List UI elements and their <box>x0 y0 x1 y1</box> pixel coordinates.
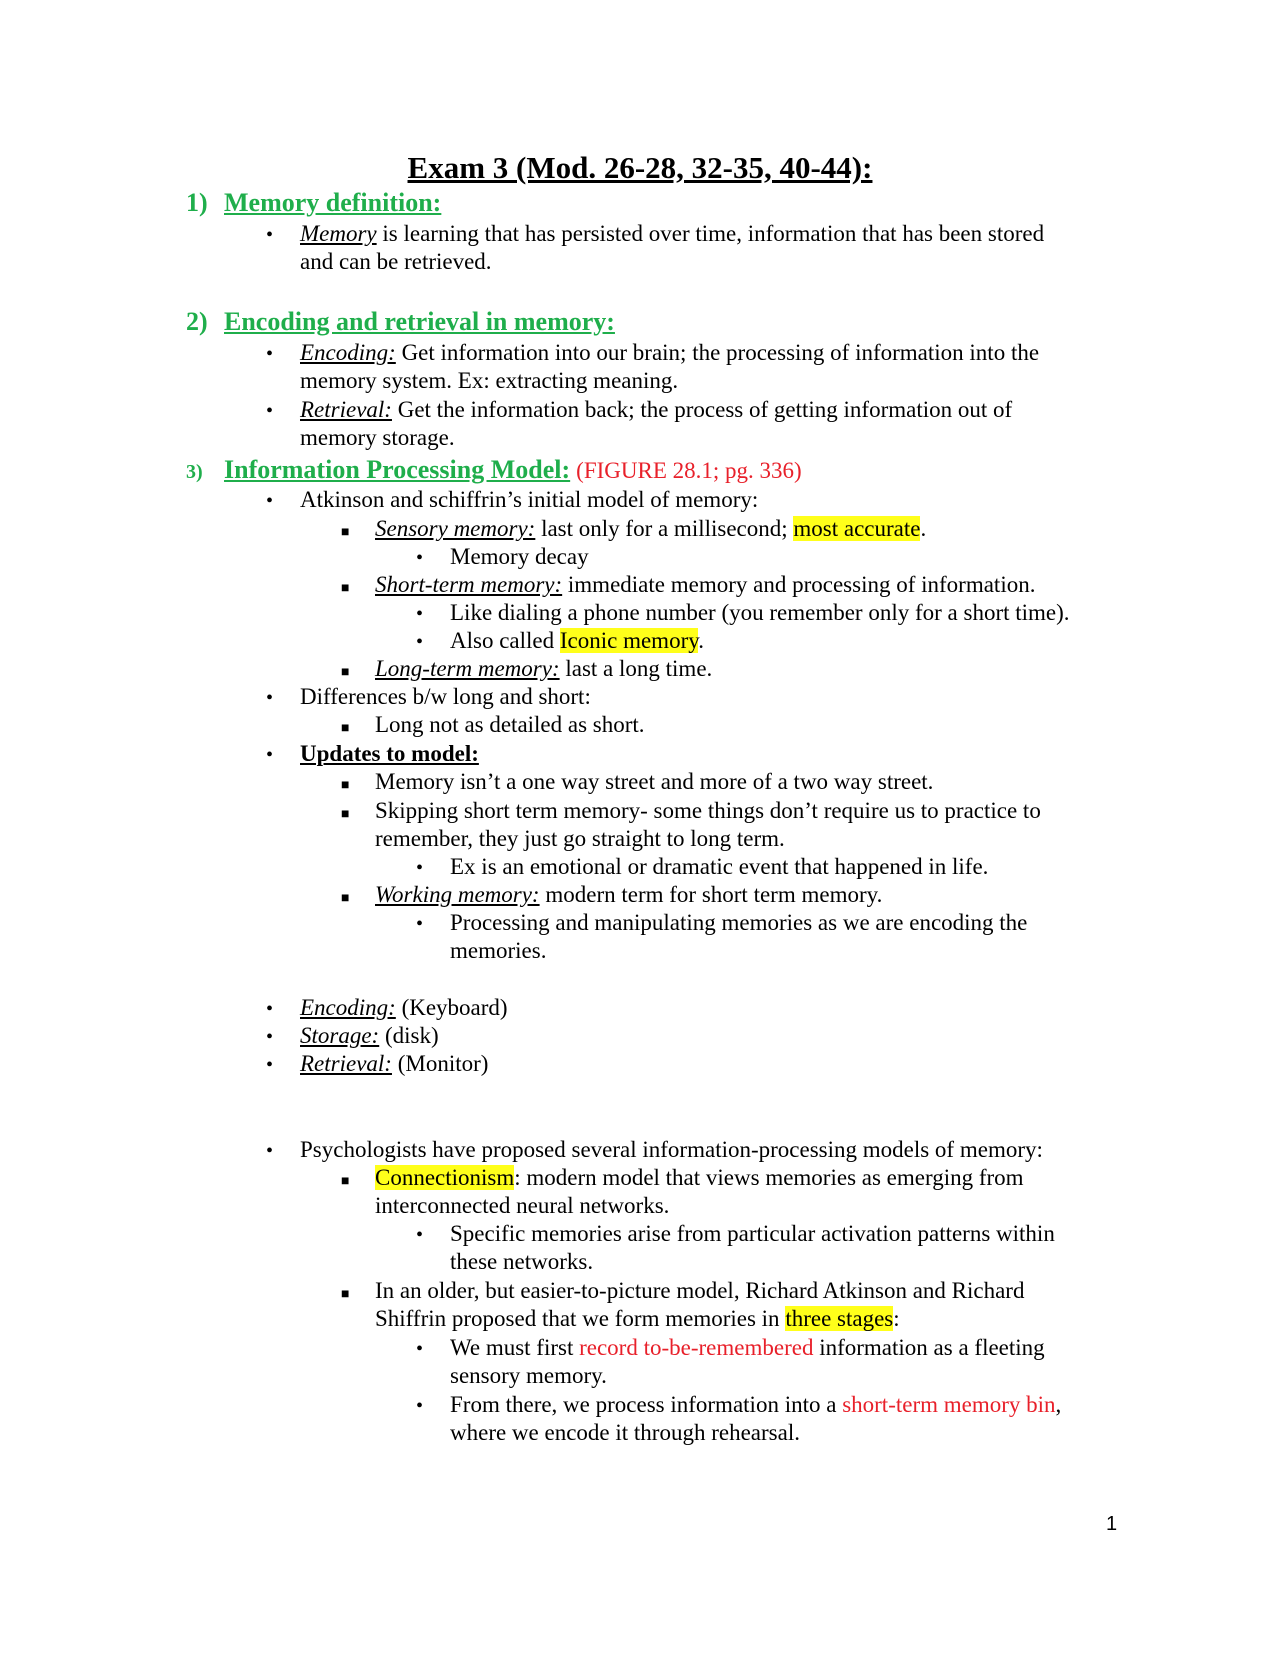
bullet-icon: • <box>266 1026 274 1048</box>
section-2-heading <box>186 307 615 337</box>
list-item-continuation: and can be retrieved. <box>300 249 492 274</box>
page-number: 1 <box>1106 1513 1118 1535</box>
section-number: 3) <box>186 461 203 483</box>
list-item: Retrieval: Get the information back; the process of getting information out of <box>300 397 1013 422</box>
list-item: Encoding: (Keyboard) <box>300 995 508 1020</box>
bullet-icon: • <box>266 343 274 365</box>
bullet-icon: • <box>416 631 424 653</box>
bullet-icon: • <box>266 490 274 512</box>
square-bullet-icon: ■ <box>341 525 350 540</box>
list-item-continuation: remember, they just go straight to long term. <box>375 826 785 851</box>
list-item-continuation: interconnected neural networks. <box>375 1193 670 1218</box>
bullet-icon: • <box>266 998 274 1020</box>
list-item: Connectionism: modern model that views memories as emerging from <box>375 1165 1024 1190</box>
square-bullet-icon: ■ <box>341 1174 350 1189</box>
list-item: Encoding: Get information into our brain; the processing of information into the <box>300 340 1040 365</box>
bullet-icon: • <box>266 744 274 766</box>
list-item: Atkinson and schiffrin’s initial model of memory: <box>300 487 759 512</box>
section-number: 2) <box>186 307 208 336</box>
section-number: 1) <box>186 188 208 217</box>
bullet-icon: • <box>266 1054 274 1076</box>
bullet-icon: • <box>416 1338 424 1360</box>
list-item-continuation: memory system. Ex: extracting meaning. <box>300 368 679 393</box>
section-3-heading <box>186 455 802 487</box>
list-item: Memory isn’t a one way street and more of a two way street. <box>375 769 934 794</box>
list-item-continuation: sensory memory. <box>450 1363 607 1388</box>
square-bullet-icon: ■ <box>341 891 350 906</box>
bullet-icon: • <box>266 687 274 709</box>
section-title: Memory definition: <box>224 188 442 217</box>
list-item-continuation: memory storage. <box>300 425 455 450</box>
bullet-icon: • <box>416 913 424 935</box>
highlight: Connectionism <box>375 1165 515 1190</box>
bullet-icon: • <box>416 603 424 625</box>
square-bullet-icon: ■ <box>341 581 350 596</box>
list-item: Memory decay <box>450 544 589 569</box>
page-title: Exam 3 (Mod. 26-28, 32-35, 40-44): <box>407 150 873 185</box>
list-item: Working memory: modern term for short term memory. <box>375 882 883 907</box>
figure-reference: (FIGURE 28.1; pg. 336) <box>576 458 802 483</box>
bullet-icon: • <box>416 547 424 569</box>
bullet-icon: • <box>266 400 274 422</box>
highlight: most accurate <box>793 516 921 541</box>
bullet-icon: • <box>416 1395 424 1417</box>
bullet-icon: • <box>266 224 274 246</box>
list-item: Also called Iconic memory. <box>450 628 704 653</box>
square-bullet-icon: ■ <box>341 665 350 680</box>
list-item: Updates to model: <box>300 741 479 766</box>
list-item: Psychologists have proposed several information-processing models of memory: <box>300 1137 1043 1162</box>
section-1-heading <box>186 188 441 218</box>
list-item-continuation: where we encode it through rehearsal. <box>450 1420 800 1445</box>
list-item: Memory is learning that has persisted over time, information that has been stored <box>300 221 1045 246</box>
list-item: Skipping short term memory- some things don’t require us to practice to <box>375 798 1041 823</box>
highlight: three stages <box>785 1306 894 1331</box>
red-text: short-term memory bin <box>842 1392 1056 1417</box>
bullet-icon: • <box>266 1140 274 1162</box>
section-title: Encoding and retrieval in memory: <box>224 307 615 336</box>
list-item: Short-term memory: immediate memory and processing of information. <box>375 572 1036 597</box>
square-bullet-icon: ■ <box>341 778 350 793</box>
list-item: In an older, but easier-to-picture model, Richard Atkinson and Richard <box>375 1278 1025 1303</box>
section-title: Information Processing Model: <box>224 455 571 484</box>
list-item-continuation: Shiffrin proposed that we form memories in three stages: <box>375 1306 900 1331</box>
list-item: Specific memories arise from particular activation patterns within <box>450 1221 1055 1246</box>
red-text: record to-be-remembered <box>579 1335 814 1360</box>
list-item: Ex is an emotional or dramatic event that happened in life. <box>450 854 989 879</box>
bullet-icon: • <box>416 1224 424 1246</box>
list-item: Sensory memory: last only for a millisecond; most accurate. <box>375 516 927 541</box>
square-bullet-icon: ■ <box>341 807 350 822</box>
list-item: Long not as detailed as short. <box>375 712 645 737</box>
square-bullet-icon: ■ <box>341 721 350 736</box>
list-item-continuation: these networks. <box>450 1249 594 1274</box>
list-item: Long-term memory: last a long time. <box>375 656 713 681</box>
list-item: Differences b/w long and short: <box>300 684 591 709</box>
list-item: We must first record to-be-remembered information as a fleeting <box>450 1335 1045 1360</box>
list-item: Like dialing a phone number (you remember only for a short time). <box>450 600 1070 625</box>
bullet-icon: • <box>416 857 424 879</box>
list-item: Processing and manipulating memories as we are encoding the <box>450 910 1028 935</box>
list-item: Retrieval: (Monitor) <box>300 1051 489 1076</box>
list-item: From there, we process information into a short-term memory bin, <box>450 1392 1062 1417</box>
list-item-continuation: memories. <box>450 938 547 963</box>
square-bullet-icon: ■ <box>341 1287 350 1302</box>
highlight: Iconic memory <box>559 628 699 653</box>
list-item: Storage: (disk) <box>300 1023 439 1048</box>
